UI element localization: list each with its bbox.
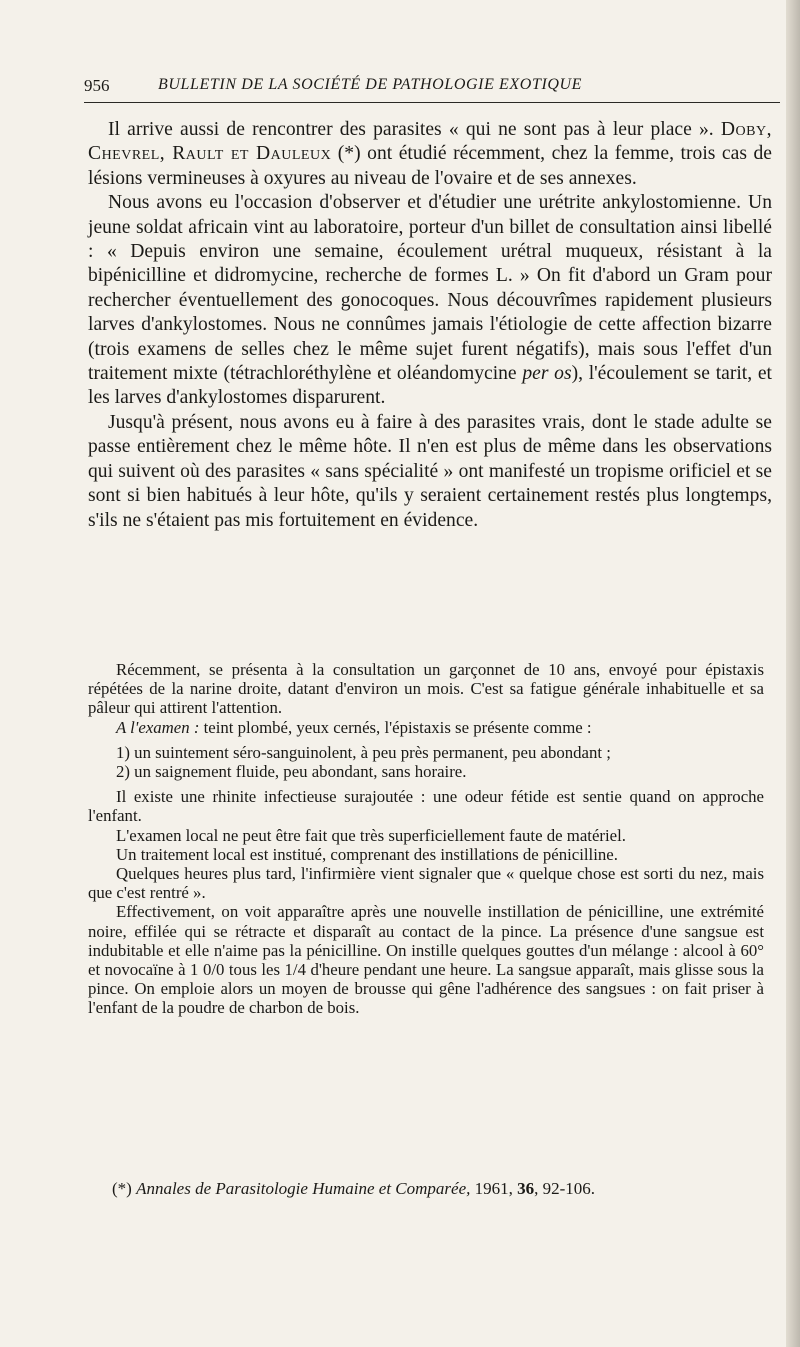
- running-title: BULLETIN DE LA SOCIÉTÉ DE PATHOLOGIE EXOTIQUE: [158, 76, 583, 93]
- case-item-1: 1) un suintement séro-sanguinolent, à peu près permanent, peu abondant ;: [116, 742, 611, 762]
- case-examen-local: L'examen local ne peut être fait que très superficiellement faute de matériel.: [116, 825, 626, 845]
- main-text: [88, 118, 772, 533]
- footnote-volume: 36: [517, 1179, 535, 1198]
- paragraph-oxyures: Il arrive aussi de rencontrer des parasites « qui ne sont pas à leur place ». Doby, Chevrel, Rault et Dauleux (*) ont étudié récemment, chez la femme, trois cas de lésions vermineuses à oxyures au niveau de l'ovaire et de ses annexes.: [88, 119, 772, 189]
- page-number: 956: [84, 76, 110, 95]
- footnote: (*) Annales de Parasitologie Humaine et Comparée, 1961, 36, 92-106.: [112, 1179, 596, 1198]
- paragraph-uretrite: Nous avons eu l'occasion d'observer et d'étudier une urétrite ankylostomienne. Un jeune soldat africain vint au laboratoire, porteur d'un billet de consultation ainsi libellé : « Depuis environ une semaine, écoulement urétral muqueux, résistant à la bipénicilline et didromycine, recherche de formes L. » On fit d'abord un Gram pour rechercher éventuellement des gonocoques. Nous découvrîmes rapidement plusieurs larves d'ankylostomes. Nous ne connûmes jamais l'étiologie de cette affection bizarre (trois examens de selles chez le même sujet furent négatifs), mais sous l'effet d'un traitement mixte (tétrachloréthylène et oléandomycine per os), l'écoulement se tarit, et les larves d'ankylostomes disparurent.: [88, 192, 772, 409]
- case-traitement: Un traitement local est institué, comprenant des instillations de pénicilline.: [116, 844, 618, 864]
- footnote-journal: Annales de Parasitologie Humaine et Comparée,: [136, 1179, 471, 1198]
- case-infirmiere: Quelques heures plus tard, l'infirmière vient signaler que « quelque chose est sorti du nez, mais que c'est rentré ».: [88, 864, 764, 903]
- case-intro: Récemment, se présenta à la consultation un garçonnet de 10 ans, envoyé pour épistaxis répétées de la narine droite, datant d'environ un mois. C'est sa fatigue générale inhabituelle et sa pâleur qui attirent l'attention.: [88, 660, 764, 718]
- page-edge-shadow: [786, 0, 800, 1347]
- case-rhinite: Il existe une rhinite infectieuse surajoutée : une odeur fétide est sentie quand on approche l'enfant.: [88, 787, 764, 826]
- case-item-2: 2) un saignement fluide, peu abondant, sans horaire.: [116, 762, 467, 782]
- per-os: per os: [522, 363, 572, 385]
- paragraph-parasites-vrais: Jusqu'à présent, nous avons eu à faire à des parasites vrais, dont le stade adulte se passe entièrement chez le même hôte. Il n'en est plus de même dans les observations qui suivent où des parasites « sans spécialité » ont manifesté un tropisme orificiel et se sont si bien habitués à leur hôte, qu'ils y seraient certainement restés plus longtemps, s'ils ne s'étaient pas mis fortuitement en évidence.: [88, 411, 772, 531]
- case-sangsue: Effectivement, on voit apparaître après une nouvelle instillation de pénicilline, une extrémité noire, effilée qui se rétracte et disparaît au contact de la pince. La présence d'une sangsue est indubitable et elle n'aime pas la pénicilline. On instille quelques gouttes d'un mélange : alcool à 60° et novocaïne à 1 0/0 tous les 1/4 d'heure pendant une heure. La sangsue apparaît, mais glisse sous la pince. On emploie alors un moyen de brousse qui gêne l'adhérence des sangsues : on fait priser à l'enfant de la poudre de charbon de bois.: [88, 902, 764, 1018]
- author-names: Doby, Chevrel, Rault et Dauleux: [88, 119, 772, 165]
- header-rule: [84, 102, 780, 103]
- case-examen: A l'examen : teint plombé, yeux cernés, l'épistaxis se présente comme :: [116, 717, 592, 737]
- case-report: [88, 660, 764, 1018]
